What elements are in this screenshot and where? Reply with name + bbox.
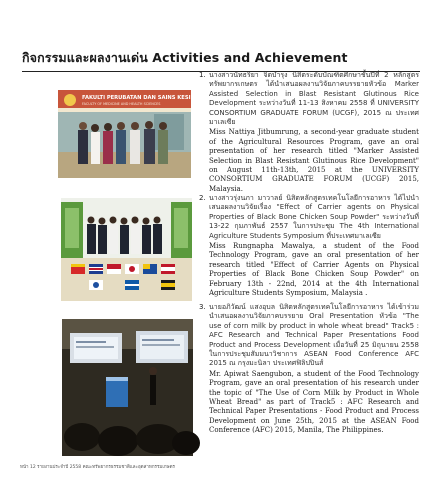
item-english-text: Mr. Apiwat Saengubon, a student of the Food Technology Program, gave an oral presentation of his research under the topic of "The Use of Corn Milk by Product in Whole Wheat Bread" as part of Track5 : AFC Research and Technical Paper Presentations - Food Product and Process Development on June 25th, 2015 at the ASEAN Food Conference (AFC) 2015, Manila, The Philippines. (209, 369, 419, 435)
item-english-text: Miss Rungnapha Mawalya, a student of the Food Technology Program, gave an oral presentation of her research titled "Effect of Carrier Agents on Physical Properties of Black Bone Chicken Soup Powder" on February 13th - 22nd, 2014 at the 4th International Agriculture Students Symposium, Malaysia . (209, 242, 419, 298)
section-title: กิจกรรมและผลงานเด่น Activities and Achievement (22, 50, 348, 65)
item-thai-text: นายอภิวัฒน์ แสงอุบล นิสิตหลักสูตรเทคโนโลยีการอาหาร ได้เข้าร่วมนำเสนอผลงานวิจัยภาคบรรยาย Oral Presentation หัวข้อ "The use of corn milk by product in whole wheat bread" Track5 : AFC Research and Technical Paper Presentations Food Product and Process Development เมื่อวันที่ 25 มิถุนายน 2558 ในการประชุมสัมมนาวิชาการ ASEAN Food Conference AFC 2015 ณ กรุงมะนิลา ประเทศฟิลิปปินส์ (209, 303, 419, 368)
photo-upm-group-art (58, 90, 210, 178)
item-number: 3. (199, 303, 206, 311)
item-number: 2. (199, 194, 206, 202)
photo-symposium-group (61, 198, 192, 301)
photo-symposium-art (61, 198, 192, 301)
page-footer (20, 463, 175, 470)
photo-presentation-art (62, 319, 193, 456)
footer-text: รายงานประจำปี 2558 คณะทรัพยากรธรรมชาติและอุตสาหกรรมเกษตร (37, 465, 175, 470)
achievement-item-1 (199, 71, 419, 194)
section-header (22, 48, 422, 72)
item-thai-text: นางสาวรุ่งนภา มาวาลย์ นิสิตหลักสูตรเทคโนโลยีการอาหาร ได้ไปนำเสนอผลงานวิจัยเรื่อง "Effect of Carrier agents on Physical Properties of Black Bone Chicken Soup Powder" ระหว่างวันที่ 13-22 กุมภาพันธ์ 2557 ในการประชุม The 4th International Agriculture Students Symposium ที่ประเทศมาเลเซีย (209, 194, 419, 240)
photo-upm-group (58, 90, 210, 178)
item-number: 1. (199, 71, 206, 79)
photo-banner-text: FAKULTI PERUBATAN DAN SAINS KESIHATAN (82, 95, 210, 101)
photo-banner-sub: FACULTY OF MEDICINE AND HEALTH SCIENCES (82, 102, 161, 106)
item-english-text: Miss Nattiya Jitbumrung, a second-year graduate student of the Agricultural Resources Program, gave an oral presentation of her research titled "Marker Assisted Selection in Blast Resistant Glutinous Rice Development" on August 11th-13th, 2015 at the UNIVERSITY CONSORTIUM GRADUATE FORUM (UCGF) 2015, Malaysia. (209, 128, 419, 193)
achievement-item-3 (199, 303, 419, 436)
photo-presentation (62, 319, 193, 456)
achievement-item-2 (199, 194, 419, 298)
item-thai-text: นางสาวนัทธริยา จิตบำรุง นิสิตระดับบัณฑิตศึกษาชั้นปีที่ 2 หลักสูตรทรัพยากรเกษตร ได้นำเสนอผลงานวิจัยภาคบรรยายหัวข้อ Marker Assisted Selection in Blast Resistant Glutinous Rice Development ระหว่างวันที่ 11-13 สิงหาคม 2558 ที่ UNIVERSITY CONSORTIUM GRADUATE FORUM (UCGF), 2015 ณ ประเทศมาเลเซีย (209, 71, 419, 127)
footer-page-number: หน้า 12 (20, 465, 36, 470)
